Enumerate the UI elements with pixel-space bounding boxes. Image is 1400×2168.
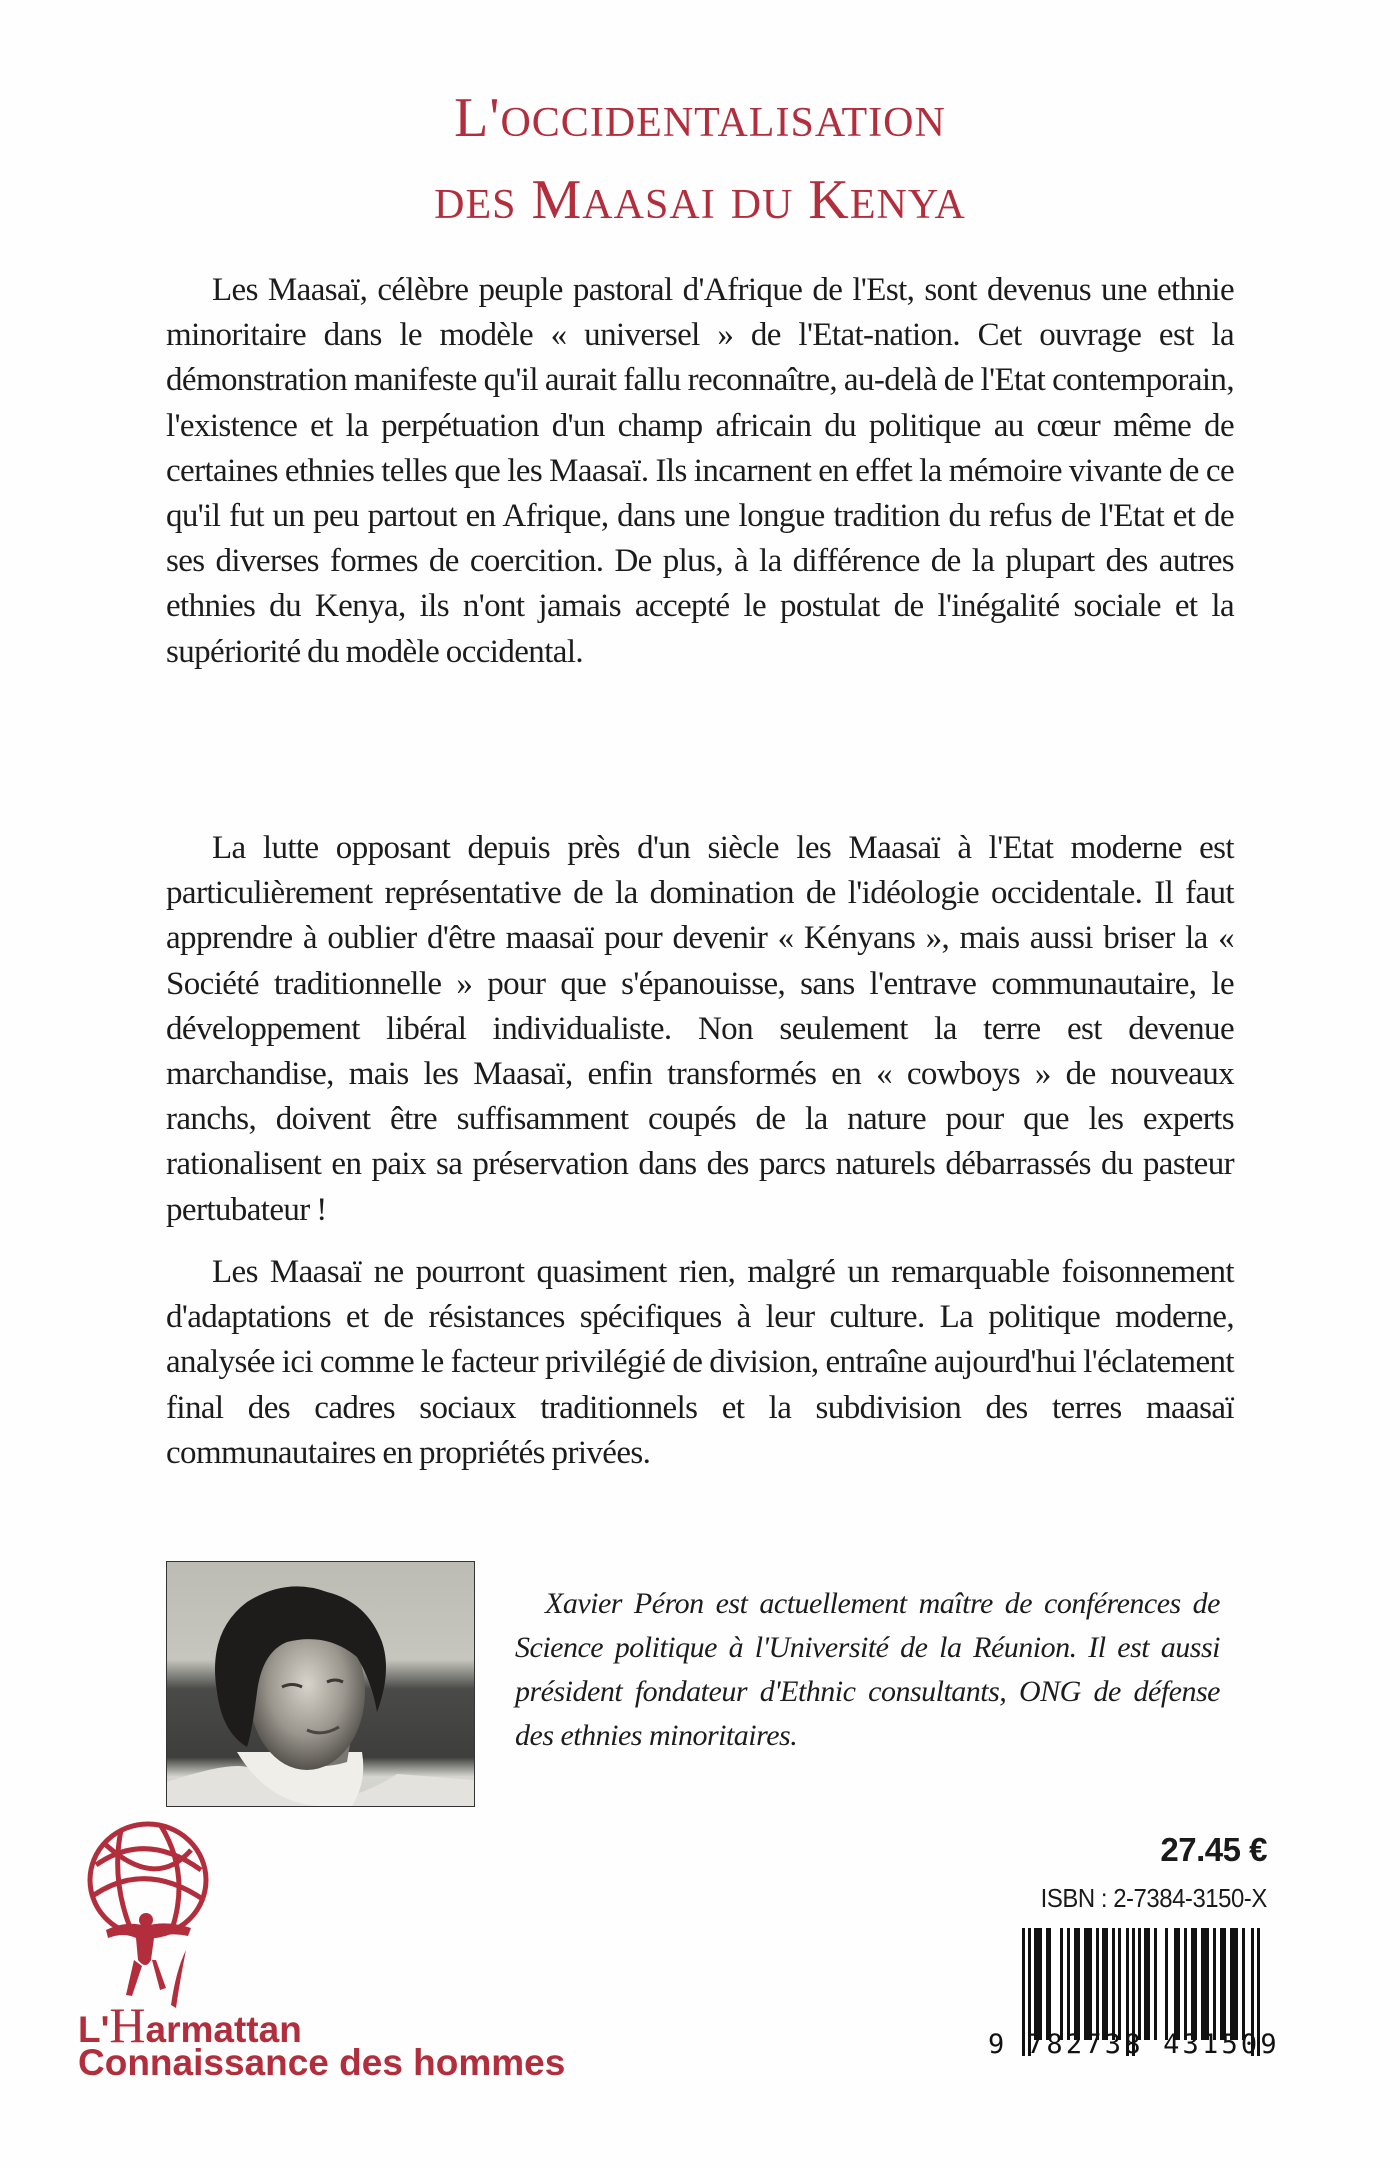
book-title-line-2 — [0, 168, 1400, 237]
paragraph-text: Les Maasaï ne pourront quasiment rien, malgré un remarquable foisonnement d'adaptations et de résistances spécifiques à leur culture. La politique moderne, analysée ici comme le facteur privilégié de division, entraîne aujourd'hui l'éclatement final des cadres sociaux traditionnels et la subdivision des terres maasaï communautaires en propriétés privées. — [166, 1254, 1234, 1471]
author-bio — [515, 1582, 1220, 1758]
price: 27.45 € — [1160, 1831, 1267, 1868]
title-word: L'OCCIDENTALISATION — [454, 87, 946, 149]
publisher-initial: H — [109, 1997, 146, 2053]
atlas-globe-icon — [76, 1820, 216, 2020]
blurb-paragraph-1 — [166, 268, 1234, 675]
book-title-line-1 — [0, 86, 1400, 155]
title-word: KENYA — [808, 169, 966, 231]
author-bio-text: Xavier Péron est actuellement maître de conférences de Science politique à l'Université de la Réunion. Il est aussi président fondateur d'Ethnic consultants, ONG de défense des ethnies minoritaires. — [515, 1587, 1220, 1752]
publisher-prefix: L' — [78, 2009, 110, 2050]
title-word: DES — [434, 182, 517, 228]
blurb-paragraph-2 — [166, 826, 1234, 1233]
paragraph-text: La lutte opposant depuis près d'un siècle les Maasaï à l'Etat moderne est particulièrement représentative de la domination de l'idéologie occidentale. Il faut apprendre à oublier d'être maasaï pour devenir « Kényans », mais aussi briser la « Société traditionnelle » pour que s'épanouisse, sans l'entrave communautaire, le développement libéral individualiste. Non seulement la terre est devenue marchandise, mais les Maasaï, enfin transformés en « cowboys » de nouveaux ranchs, doivent être suffisamment coupés de la nature pour que les experts rationalisent en paix sa préservation dans des parcs naturels débarrassés du pasteur pertubateur ! — [166, 830, 1234, 1228]
blurb-paragraph-3 — [166, 1250, 1234, 1476]
title-part — [434, 169, 966, 231]
barcode-digits: 9 782738 431509 — [988, 2029, 1280, 2060]
author-portrait-icon — [167, 1562, 474, 1806]
paragraph-text: Les Maasaï, célèbre peuple pastoral d'Afrique de l'Est, sont devenus une ethnie minoritaire dans le modèle « universel » de l'Etat-nation. Cet ouvrage est la démonstration manifeste qu'il aurait fallu reconnaître, au-delà de l'Etat contemporain, l'existence et la perpétuation d'un champ africain du politique au cœur même de certaines ethnies telles que les Maasaï. Ils incarnent en effet la mémoire vivante de ce qu'il fut un peu partout en Afrique, dans une longue tradition du refus de l'Etat et de ses diverses formes de coercition. De plus, à la différence de la plupart des autres ethnies du Kenya, ils n'ont jamais accepté le postulat de l'inégalité sociale et la supériorité du modèle occidental. — [166, 272, 1234, 670]
title-word: DU — [730, 182, 794, 228]
author-photo — [166, 1561, 475, 1807]
publisher-rest: armattan — [145, 2009, 302, 2050]
collection-name: Connaissance des hommes — [78, 2042, 566, 2083]
title-word: MAASAI — [531, 169, 716, 231]
title-part — [454, 87, 946, 149]
isbn: ISBN : 2-7384-3150-X — [1040, 1883, 1267, 1913]
